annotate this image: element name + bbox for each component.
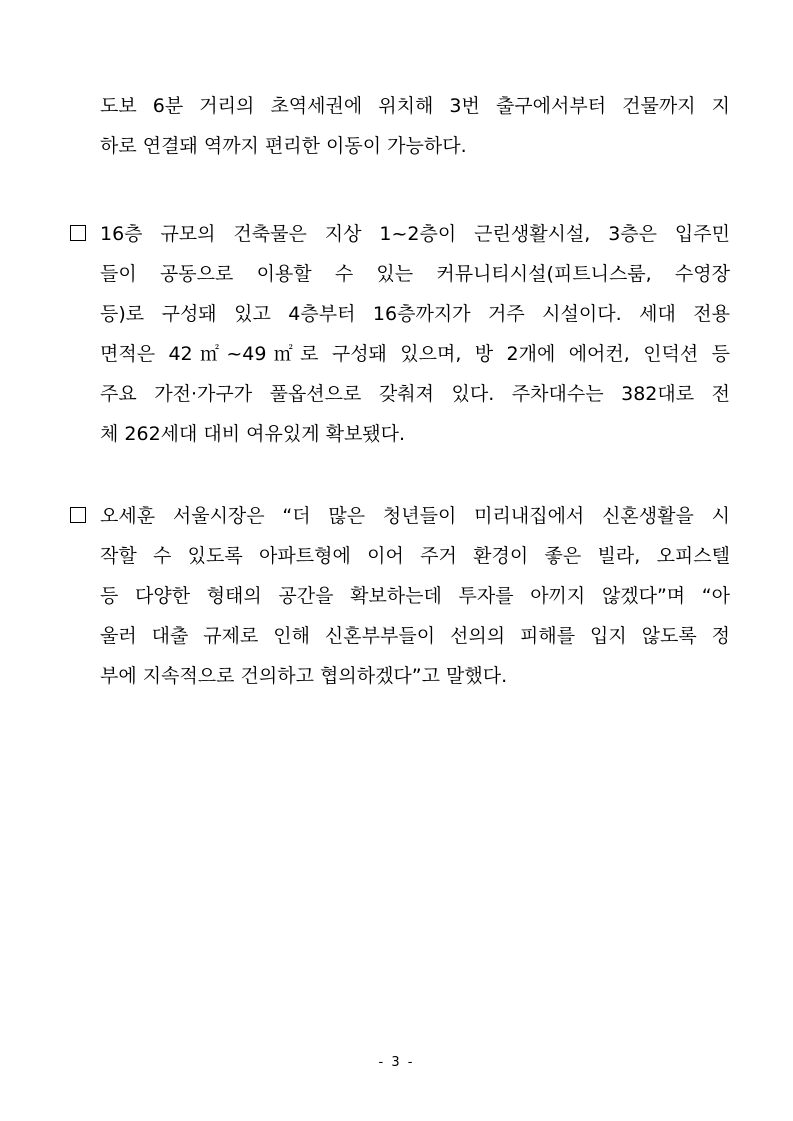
- paragraph-line: 오세훈 서울시장은 “더 많은 청년들이 미리내집에서 신혼생활을 시: [100, 505, 730, 527]
- paragraph-line: 하로 연결돼 역까지 편리한 이동이 가능하다.: [100, 135, 467, 157]
- paragraph-line: 작할 수 있도록 아파트형에 이어 주거 환경이 좋은 빌라, 오피스텔: [100, 545, 730, 567]
- paragraph-mayor-quote: [70, 496, 730, 696]
- paragraph-line: 체 262세대 대비 여유있게 확보됐다.: [100, 423, 406, 445]
- paragraph-continuation: [70, 86, 730, 166]
- page-number: - 3 -: [378, 1055, 415, 1070]
- paragraph-line: 들이 공동으로 이용할 수 있는 커뮤니티시설(피트니스룸, 수영장: [100, 263, 730, 285]
- paragraph-line: 울러 대출 규제로 인해 신혼부부들이 선의의 피해를 입지 않도록 정: [100, 625, 730, 647]
- paragraph-line: 등)로 구성돼 있고 4층부터 16층까지가 거주 시설이다. 세대 전용: [100, 303, 730, 325]
- paragraph-building-info: [70, 214, 730, 454]
- paragraph-line: 도보 6분 거리의 초역세권에 위치해 3번 출구에서부터 건물까지 지: [100, 95, 730, 117]
- paragraph-line: 면적은 42㎡~49㎡로 구성돼 있으며, 방 2개에 에어컨, 인덕션 등: [100, 343, 730, 365]
- paragraph-line: 주요 가전·가구가 풀옵션으로 갖춰져 있다. 주차대수는 382대로 전: [100, 383, 730, 405]
- paragraph-line: 등 다양한 형태의 공간을 확보하는데 투자를 아끼지 않겠다”며 “아: [100, 585, 730, 607]
- paragraph-line: 16층 규모의 건축물은 지상 1~2층이 근린생활시설, 3층은 입주민: [100, 223, 730, 245]
- paragraph-line: 부에 지속적으로 건의하고 협의하겠다”고 말했다.: [100, 665, 508, 687]
